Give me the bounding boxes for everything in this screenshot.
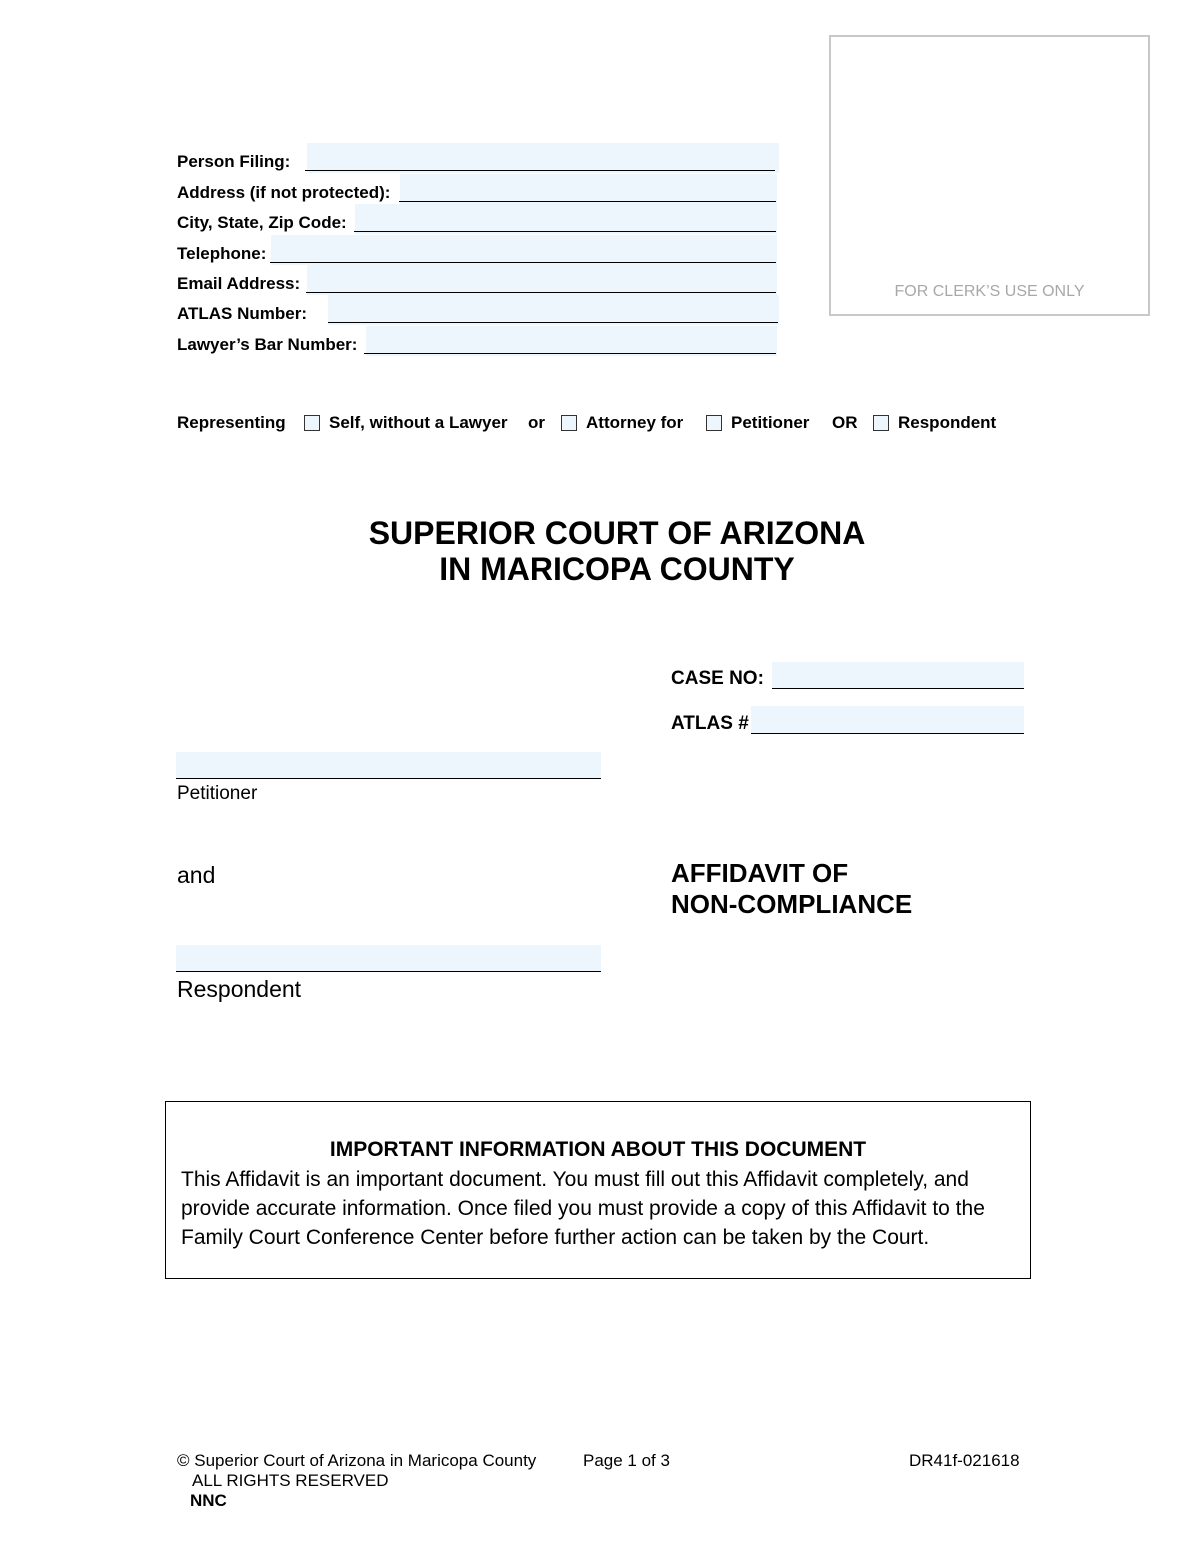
bar-number-field[interactable] bbox=[366, 326, 777, 356]
case-no-label: CASE NO: bbox=[671, 668, 764, 689]
respondent-label: Respondent bbox=[177, 976, 302, 1002]
email-row bbox=[177, 265, 779, 295]
court-title-line1: SUPERIOR COURT OF ARIZONA bbox=[368, 515, 866, 551]
atlas-number-label: ATLAS Number: bbox=[177, 304, 308, 323]
petitioner-checkbox[interactable] bbox=[706, 415, 722, 431]
important-info-box bbox=[165, 1101, 1031, 1279]
footer-rights: ALL RIGHTS RESERVED bbox=[192, 1471, 389, 1490]
petitioner-option-label: Petitioner bbox=[731, 413, 810, 432]
representing-label: Representing bbox=[177, 413, 286, 432]
document-title bbox=[671, 858, 912, 920]
representing-row bbox=[177, 412, 1077, 436]
or-upper-label: OR bbox=[832, 413, 858, 432]
attorney-checkbox[interactable] bbox=[561, 415, 577, 431]
footer-form-id: DR41f-021618 bbox=[909, 1451, 1020, 1470]
city-state-zip-label: City, State, Zip Code: bbox=[177, 213, 347, 232]
clerk-use-label: FOR CLERK’S USE ONLY bbox=[894, 283, 1085, 300]
document-title-line1: AFFIDAVIT OF bbox=[671, 858, 849, 888]
address-row bbox=[177, 174, 779, 204]
person-filing-row bbox=[177, 143, 779, 173]
case-no-field[interactable] bbox=[772, 662, 1024, 689]
important-info-body: This Affidavit is an important document. You must fill out this Affidavit completely, and provide accurate information. Once filed you must provide a copy of this Affidavit to the Family Court Conference Center before further action can be taken by the Court. bbox=[181, 1168, 985, 1249]
important-info-heading: IMPORTANT INFORMATION ABOUT THIS DOCUMENT bbox=[329, 1138, 867, 1161]
respondent-option-label: Respondent bbox=[898, 413, 997, 432]
address-field[interactable] bbox=[400, 174, 777, 204]
email-field[interactable] bbox=[307, 265, 777, 295]
address-label: Address (if not protected): bbox=[177, 183, 391, 202]
footer-page-number: Page 1 of 3 bbox=[583, 1451, 670, 1470]
telephone-field[interactable] bbox=[271, 235, 777, 265]
atlas-number-row bbox=[177, 295, 779, 325]
clerk-use-box bbox=[829, 35, 1150, 316]
city-state-zip-field[interactable] bbox=[355, 204, 777, 234]
person-filing-label: Person Filing: bbox=[177, 152, 291, 171]
telephone-row bbox=[177, 235, 779, 265]
document-title-line2: NON-COMPLIANCE bbox=[671, 889, 913, 919]
court-title-line2: IN MARICOPA COUNTY bbox=[439, 551, 795, 587]
atlas-hash-label: ATLAS # bbox=[671, 713, 749, 734]
footer-code: NNC bbox=[190, 1491, 227, 1510]
telephone-label: Telephone: bbox=[177, 244, 267, 263]
atlas-hash-field[interactable] bbox=[751, 706, 1024, 734]
petitioner-label: Petitioner bbox=[177, 783, 258, 804]
attorney-option-label: Attorney for bbox=[586, 413, 684, 432]
bar-number-row bbox=[177, 326, 779, 356]
court-title bbox=[0, 515, 1200, 587]
email-label: Email Address: bbox=[177, 274, 301, 293]
self-option-label: Self, without a Lawyer bbox=[329, 413, 508, 432]
atlas-number-field[interactable] bbox=[328, 295, 779, 325]
self-checkbox[interactable] bbox=[304, 415, 320, 431]
respondent-checkbox[interactable] bbox=[873, 415, 889, 431]
city-state-zip-row bbox=[177, 204, 779, 234]
petitioner-name-field[interactable] bbox=[176, 752, 601, 779]
footer-copyright: © Superior Court of Arizona in Maricopa County bbox=[177, 1451, 537, 1470]
respondent-name-field[interactable] bbox=[176, 945, 601, 972]
person-filing-field[interactable] bbox=[307, 143, 779, 173]
or-label: or bbox=[528, 413, 545, 432]
and-label: and bbox=[177, 862, 216, 888]
bar-number-label: Lawyer’s Bar Number: bbox=[177, 335, 358, 354]
